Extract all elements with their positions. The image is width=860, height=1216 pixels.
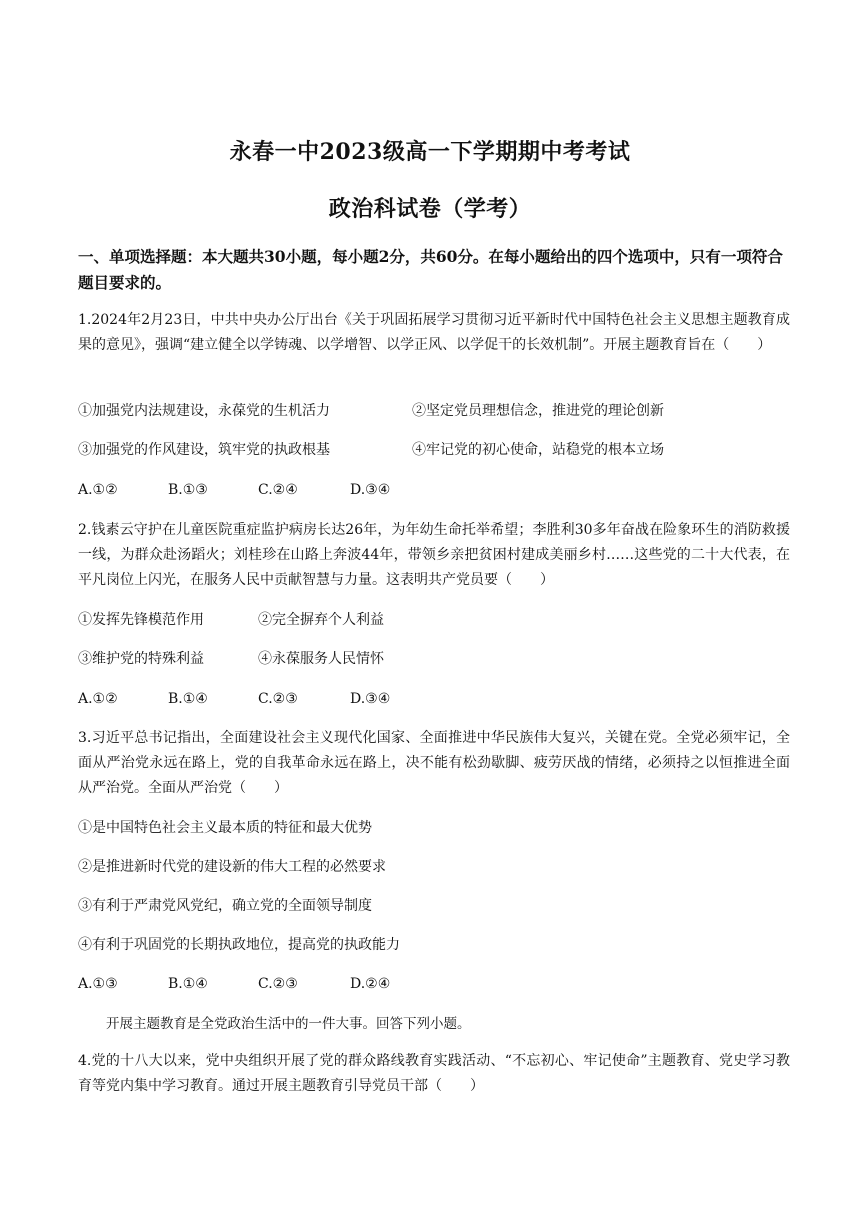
- question-1-option-2: ②坚定党员理想信念，推进党的理论创新: [412, 403, 664, 419]
- question-1-option-3: ③加强党的作风建设，筑牢党的执政根基: [78, 442, 330, 458]
- question-1-option-1: ①加强党内法规建设，永葆党的生机活力: [78, 403, 330, 419]
- question-1-answer-b: B.①③: [168, 482, 208, 498]
- question-2-stem: 2.钱素云守护在儿童医院重症监护病房长达26年，为年幼生命托举希望；李胜利30多年奋战在险象环生的消防救援一线，为群众赴汤蹈火；刘桂珍在山路上奔波44年，带领乡亲把贫困村建成美丽乡村……这些党的二十大代表，在平凡岗位上闪光，在服务人民中贡献智慧与力量。这表明共产党员要（ ）: [78, 522, 790, 588]
- exam-subtitle: 政治科试卷（学考）: [328, 196, 532, 222]
- question-3-answer-a: A.①③: [78, 976, 118, 992]
- question-1-answer-c: C.②④: [258, 482, 298, 498]
- question-1-answer-a: A.①②: [78, 482, 118, 498]
- question-2-option-4: ④永葆服务人民情怀: [258, 651, 384, 667]
- question-3-answer-c: C.②③: [258, 976, 298, 992]
- question-3-option-2: ②是推进新时代党的建设新的伟大工程的必然要求: [78, 859, 386, 875]
- material-intro: 开展主题教育是全党政治生活中的一件大事。回答下列小题。: [106, 1016, 471, 1032]
- question-1-stem: 1.2024年2月23日，中共中央办公厅出台《关于巩固拓展学习贯彻习近平新时代中国特色社会主义思想主题教育成果的意见》，强调“建立健全以学铸魂、以学增智、以学正风、以学促干的长效机制”。开展主题教育旨在（ ）: [78, 312, 790, 353]
- question-3-option-1: ①是中国特色社会主义最本质的特征和最大优势: [78, 820, 372, 836]
- question-3-answer-b: B.①④: [168, 976, 208, 992]
- section-heading: 一、单项选择题：本大题共30小题，每小题2分，共60分。在每小题给出的四个选项中，只有一项符合题目要求的。: [78, 247, 783, 292]
- question-2-answer-b: B.①④: [168, 691, 208, 707]
- question-2-answer-c: C.②③: [258, 691, 298, 707]
- question-3-option-3: ③有利于严肃党风党纪，确立党的全面领导制度: [78, 898, 372, 914]
- question-2-answer-a: A.①②: [78, 691, 118, 707]
- exam-title: 永春一中2023级高一下学期期中考考试: [229, 139, 631, 165]
- question-3-stem: 3.习近平总书记指出，全面建设社会主义现代化国家、全面推进中华民族伟大复兴，关键在党。全党必须牢记，全面从严治党永远在路上，党的自我革命永远在路上，决不能有松劲歇脚、疲劳厌战的情绪，必须持之以恒推进全面从严治党。全面从严治党（ ）: [78, 730, 790, 796]
- question-1-answer-d: D.③④: [350, 482, 391, 498]
- question-2-option-2: ②完全摒弃个人利益: [258, 612, 384, 628]
- question-3-answer-d: D.②④: [350, 976, 391, 992]
- question-4-stem: 4.党的十八大以来，党中央组织开展了党的群众路线教育实践活动、“不忘初心、牢记使命”主题教育、党史学习教育等党内集中学习教育。通过开展主题教育引导党员干部（ ）: [78, 1053, 790, 1094]
- question-1-option-4: ④牢记党的初心使命，站稳党的根本立场: [412, 442, 664, 458]
- question-2-option-1: ①发挥先锋模范作用: [78, 612, 204, 628]
- question-3-option-4: ④有利于巩固党的长期执政地位，提高党的执政能力: [78, 937, 400, 953]
- question-2-answer-d: D.③④: [350, 691, 391, 707]
- question-2-option-3: ③维护党的特殊利益: [78, 651, 204, 667]
